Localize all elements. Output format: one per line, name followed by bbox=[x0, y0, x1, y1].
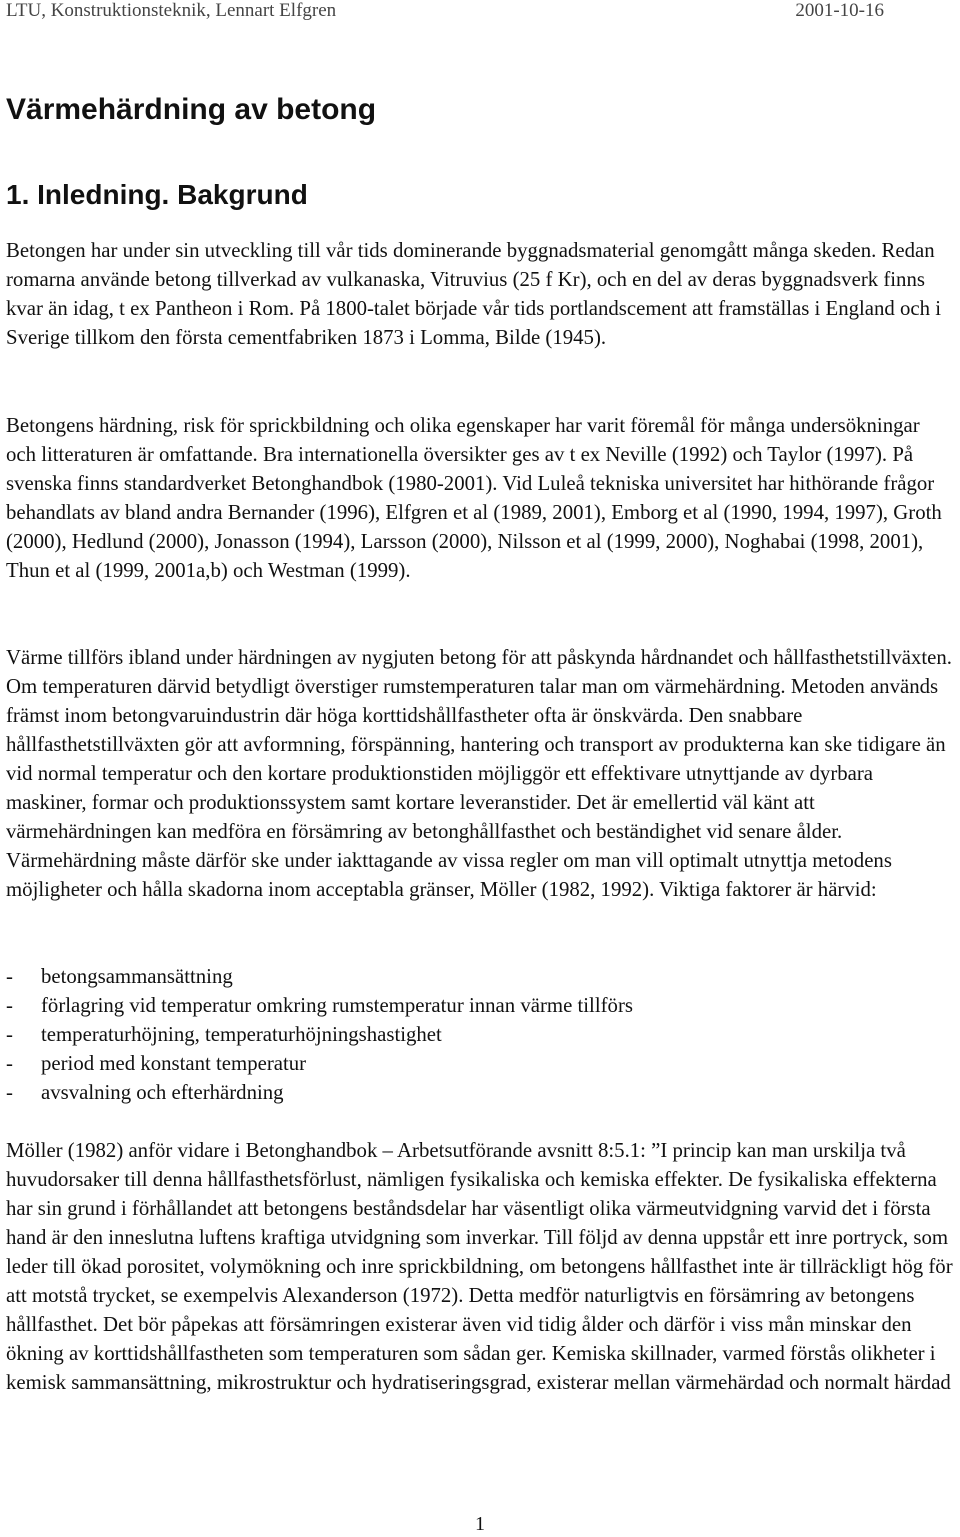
paragraph-background: Betongen har under sin utveckling till vår tids dominerande byggnadsmaterial genomgått många skeden. Redan romarna använde betong tillverkad av vulkanaska, Vitruvius (25 f Kr), och en del av deras byggnadsverk finns kvar än idag, t ex Pantheon i Rom. På 1800-talet började vår tids portlandscement att framställas i England och i Sverige tillkom den första cementfabriken 1873 i Lomma, Bilde (1945). bbox=[6, 239, 942, 349]
page-number: 1 bbox=[475, 1513, 485, 1535]
factor-list bbox=[6, 962, 633, 1107]
list-item-text: förlagring vid temperatur omkring rumstemperatur innan värme tillförs bbox=[41, 994, 633, 1017]
list-item bbox=[6, 991, 633, 1020]
header-author: LTU, Konstruktionsteknik, Lennart Elfgren bbox=[6, 0, 337, 21]
list-item-text: period med konstant temperatur bbox=[41, 1052, 307, 1075]
document-title: Värmehärdning av betong bbox=[6, 93, 377, 126]
list-item bbox=[6, 1078, 633, 1107]
list-item-text: avsvalning och efterhärdning bbox=[41, 1081, 284, 1104]
list-item bbox=[6, 1020, 633, 1049]
header-date: 2001-10-16 bbox=[795, 0, 884, 21]
list-dash: - bbox=[6, 1081, 13, 1104]
list-dash: - bbox=[6, 1052, 13, 1075]
paragraph-heat-curing: Värme tillförs ibland under härdningen av nygjuten betong för att påskynda hårdnandet och hållfasthetstillväxten. Om temperaturen därvid betydligt överstiger rumstemperaturen talar man om värmehärdning. Metoden används främst inom betongvaruindustrin där höga korttidshållfastheter ofta är önskvärda. Den snabbare hållfasthetstillväxten gör att avformning, förspänning, hantering och transport av produkterna kan ske tidigare än vid normal temperatur och den kortare produktionstiden möjliggör ett effektivare utnyttjande av dyrbara maskiner, formar och produktionssystem samt kortare leveranstider. Det är emellertid väl känt att värmehärdningen kan medföra en försämring av betonghållfasthet och beständighet vid senare ålder. Värmehärdning måste därför ske under iakttagande av vissa regler om man vill optimalt utnyttja metodens möjligheter och hålla skadorna inom acceptabla gränser, Möller (1982, 1992). Viktiga faktorer är härvid: bbox=[6, 646, 952, 901]
list-dash: - bbox=[6, 965, 13, 988]
paragraph-research: Betongens härdning, risk för sprickbildning och olika egenskaper har varit föremål för många undersökningar och litteraturen är omfattande. Bra internationella översikter ges av t ex Neville (1992) och Taylor (1997). På svenska finns standardverket Betonghandbok (1980-2001). Vid Luleå tekniska universitet har hithörande frågor behandlats av bland andra Bernander (1996), Elfgren et al (1989, 2001), Emborg et al (1990, 1994, 1997), Groth (2000), Hedlund (2000), Jonasson (1994), Larsson (2000), Nilsson et al (1999, 2000), Noghabai (1998, 2001), Thun et al (1999, 2001a,b) och Westman (1999). bbox=[6, 414, 942, 582]
list-item bbox=[6, 962, 633, 991]
list-item-text: temperaturhöjning, temperaturhöjningshastighet bbox=[41, 1023, 442, 1046]
section-heading: 1. Inledning. Bakgrund bbox=[6, 179, 308, 210]
list-dash: - bbox=[6, 994, 13, 1017]
list-item-text: betongsammansättning bbox=[41, 965, 233, 988]
page-header bbox=[6, 0, 884, 22]
list-item bbox=[6, 1049, 633, 1078]
paragraph-moller-quote: Möller (1982) anför vidare i Betonghandbok – Arbetsutförande avsnitt 8:5.1: ”I princip kan man urskilja två huvudorsaker till denna hållfasthetsförlust, nämligen fysikaliska och kemiska effekter. De fysikaliska effekterna har sin grund i förhållandet att betongens beståndsdelar har väsentligt olika värmeutvidgning varvid det i första hand är den inneslutna luftens kraftiga utvidgning som inverkar. Till följd av denna uppstår ett inre portryck, som leder till ökad porositet, volymökning och inre sprickbildning, om betongens hållfasthet inte är tillräckligt hög för att motstå trycket, se exempelvis Alexanderson (1972). Detta medför naturligtvis en försämring av betongens hållfasthet. Det bör påpekas att försämringen existerar även vid tidig ålder och därför i viss mån minskar den ökning av korttidshållfastheten som temperaturen som sådan ger. Kemiska skillnader, varmed förstås olikheter i kemisk sammansättning, mikrostruktur och hydratiseringsgrad, existerar mellan värmehärdad och normalt härdad bbox=[6, 1139, 953, 1394]
list-dash: - bbox=[6, 1023, 13, 1046]
